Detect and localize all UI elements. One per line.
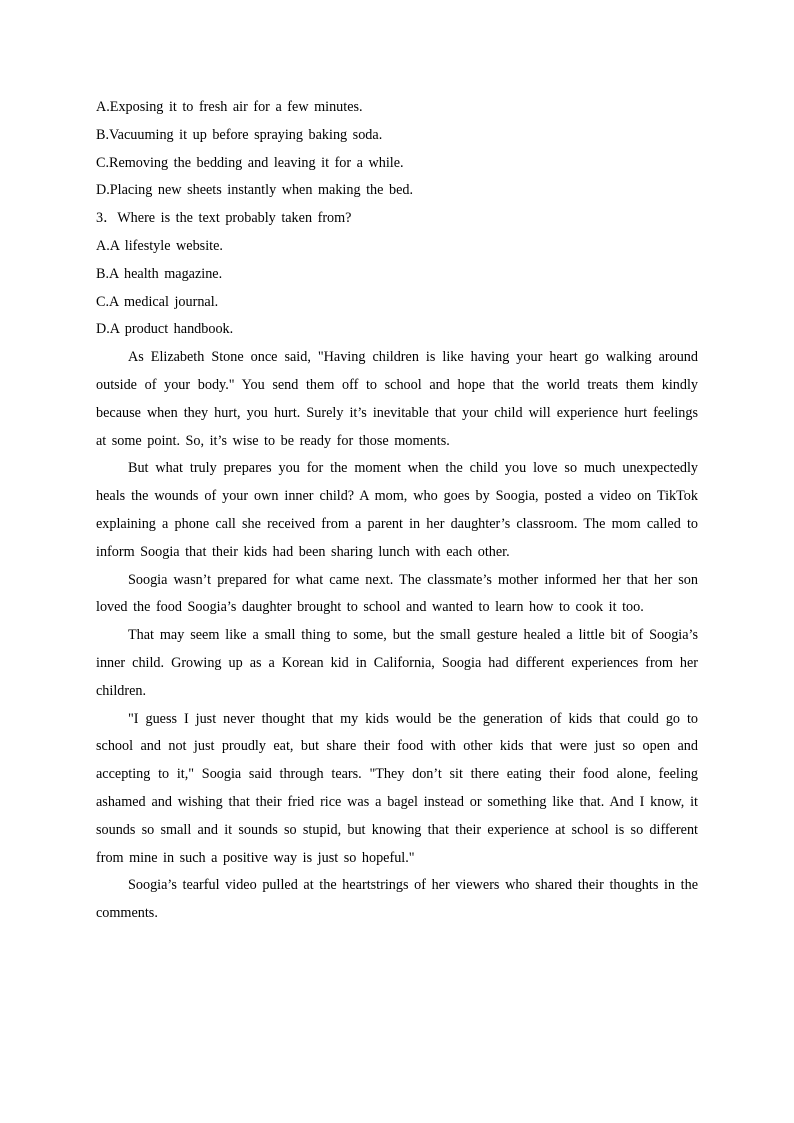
question-2-options: [96, 94, 698, 205]
passage-paragraph-3: Soogia wasn’t prepared for what came next. The classmate’s mother informed her that her son loved the food Soogia’s daughter brought to school and wanted to learn how to cook it too.: [96, 571, 698, 616]
option-b: B.A health magazine.: [96, 265, 223, 282]
reading-passage: [96, 344, 698, 928]
option-d: D.A product handbook.: [96, 321, 234, 338]
option-a: A.A lifestyle website.: [96, 237, 223, 254]
option-b: B.Vacuuming it up before spraying baking soda.: [96, 126, 383, 143]
question-3-stem: 3．Where is the text probably taken from?: [96, 210, 352, 227]
option-c: C.A medical journal.: [96, 293, 219, 310]
option-a: A.Exposing it to fresh air for a few minutes.: [96, 99, 363, 115]
option-d: D.Placing new sheets instantly when making the bed.: [96, 182, 414, 199]
passage-paragraph-5: "I guess I just never thought that my kids would be the generation of kids that could go to school and not just proudly eat, but share their food with other kids that were just so open and accepting to it," Soogia said through tears. "They don’t sit there eating their food alone, feeling ashamed and wishing that their fried rice was a bagel instead or something like that. And I know, it sounds so small and it sounds so stupid, but knowing that their experience at school is so different from mine in such a positive way is just so hopeful.": [96, 710, 698, 866]
passage-paragraph-4: That may seem like a small thing to some, but the small gesture healed a little bit of Soogia’s inner child. Growing up as a Korean kid in California, Soogia had different experiences from her children.: [96, 627, 698, 699]
document-content: [96, 94, 698, 928]
passage-paragraph-6: Soogia’s tearful video pulled at the heartstrings of her viewers who shared their thoughts in the comments.: [96, 877, 698, 922]
question-3-options: [96, 233, 698, 344]
passage-paragraph-2: But what truly prepares you for the moment when the child you love so much unexpectedly heals the wounds of your own inner child? A mom, who goes by Soogia, posted a video on TikTok explaining a phone call she received from a parent in her daughter’s classroom. The mom called to inform Soogia that their kids had been sharing lunch with each other.: [96, 460, 698, 560]
passage-paragraph-1: As Elizabeth Stone once said, "Having children is like having your heart go walking around outside of your body." You send them off to school and hope that the world treats them kindly because when they hurt, you hurt. Surely it’s inevitable that your child will experience hurt feelings at some point. So, it’s wise to be ready for those moments.: [96, 349, 698, 449]
option-c: C.Removing the bedding and leaving it for a while.: [96, 154, 404, 171]
